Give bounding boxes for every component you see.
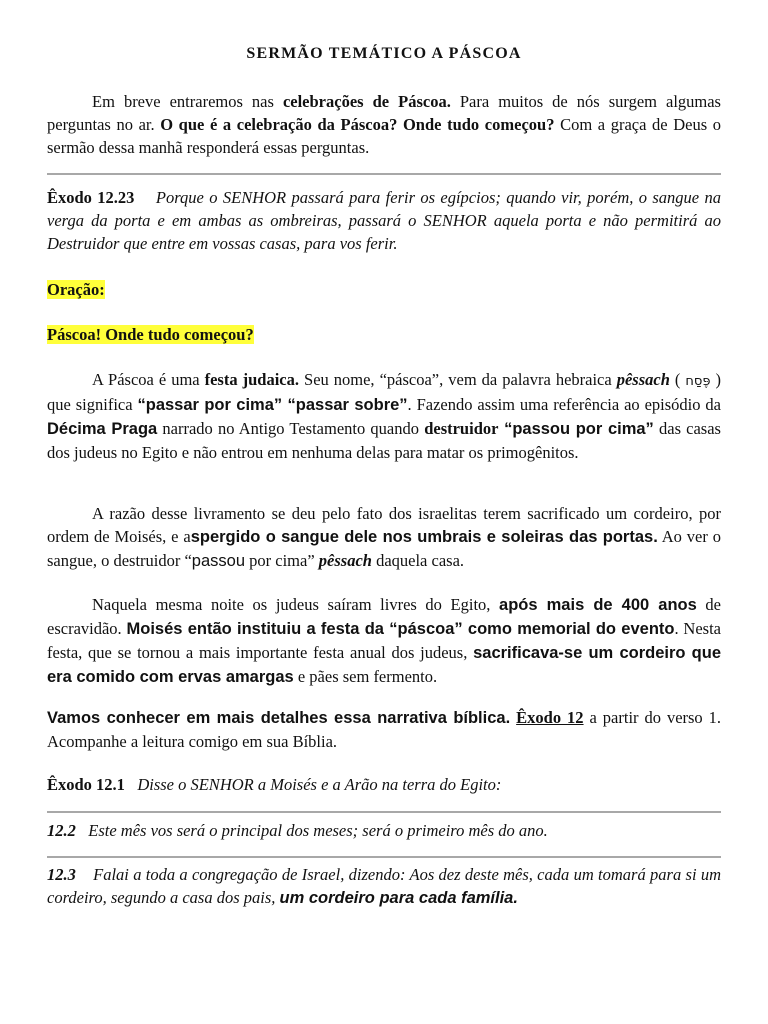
p1-text-7: das casas dos judeus no Egito e não entrou em nenhuma delas para matar os primogênitos.: [47, 419, 721, 462]
p1-bold-3: Décima Praga: [47, 420, 158, 438]
p1-bold-5: “passou por cima”: [498, 420, 654, 438]
p1-bold-1: festa judaica.: [204, 370, 299, 389]
p4-bold-ref: Êxodo 12: [516, 708, 584, 727]
p2-text-3: por cima”: [245, 551, 319, 570]
paragraph-pascoa-origin: [47, 368, 721, 464]
p2-text-2: Ao ver o sangue, o destruidor “: [47, 527, 721, 570]
p3-bold-2: Moisés então instituiu a festa da “páscoa” como memorial do evento: [126, 620, 675, 638]
verse-ref: 12.3: [47, 865, 76, 884]
paragraph-exodus-night: [47, 593, 721, 689]
p1-text-2: Seu nome, “páscoa”, vem da palavra hebraica: [299, 370, 617, 389]
p3-text-2: de escravidão.: [47, 595, 721, 638]
divider: [47, 173, 721, 175]
p1-bold-4: destruidor: [424, 419, 499, 438]
p2-text-1: A razão desse livramento se deu pelo fato dos israelitas terem sacrificado um cordeiro, por ordem de Moisés, e a: [47, 504, 721, 546]
verse-exodus-12-23: [47, 186, 721, 255]
verse-text: Disse o SENHOR a Moisés e a Arão na terra do Egito:: [137, 775, 502, 794]
p2-text-4: daquela casa.: [371, 551, 465, 570]
p1-text-5: . Fazendo assim uma referência ao episódio da: [407, 395, 722, 414]
p4-text-1: a partir do verso 1. Acompanhe a leitura comigo em sua Bíblia.: [47, 708, 722, 751]
p3-bold-1: após mais de 400 anos: [499, 596, 697, 614]
verse-exodus-12-2: [47, 819, 721, 842]
p1-text-3: (: [674, 370, 686, 389]
p2-word-passou: passou: [191, 552, 246, 570]
section-heading: [47, 323, 721, 346]
p1-text-4: ) que significa: [47, 370, 721, 414]
paragraph-blood-sign: [47, 502, 721, 573]
p1-text-1: A Páscoa é uma: [92, 370, 205, 389]
verse-text: Porque o SENHOR passará para ferir os egípcios; quando vir, porém, o sangue na verga da porta e em ambas as ombreiras, passará o SENHOR aquela porta e não permitirá ao Destruidor que entre em vossas casas, para vos ferir.: [47, 188, 721, 253]
intro-bold-2: O que é a celebração da Páscoa? Onde tudo começou?: [160, 115, 555, 134]
p1-text-6: narrado no Antigo Testamento quando: [157, 419, 425, 438]
verse-text: Falai a toda a congregação de Israel, dizendo: Aos dez deste mês, cada um tomará para si um cordeiro, segundo a casa dos pais,: [47, 865, 722, 907]
intro-text-3: Com a graça de Deus o sermão dessa manhã responderá essas perguntas.: [47, 115, 721, 157]
hebrew-word: פֶּסַח: [685, 374, 711, 389]
verse-ref: 12.2: [47, 821, 76, 840]
p2-bold-1: spergido o sangue dele nos umbrais e soleiras das portas.: [190, 528, 658, 546]
prayer-label: Oração:: [47, 280, 105, 299]
section-heading-text: Páscoa! Onde tudo começou?: [47, 325, 254, 344]
intro-text-1: Em breve entraremos nas: [92, 92, 283, 111]
p3-bold-3: sacrificava-se um cordeiro que era comido com ervas amargas: [47, 644, 721, 686]
verse-bold-text: um cordeiro para cada família.: [279, 889, 518, 907]
p2-word-pessach: pêssach: [318, 551, 372, 570]
p3-text-4: e pães sem fermento.: [293, 667, 438, 686]
intro-paragraph: [47, 90, 721, 159]
paragraph-reading-invite: [47, 706, 721, 753]
p1-word-pessach: pêssach: [616, 370, 670, 389]
prayer-heading: [47, 278, 721, 301]
divider: [47, 856, 721, 858]
divider: [47, 811, 721, 813]
verse-ref: Êxodo 12.23: [47, 188, 135, 207]
verse-exodus-12-3: [47, 863, 721, 910]
p3-text-1: Naquela mesma noite os judeus saíram livres do Egito,: [92, 595, 500, 614]
document-title: SERMÃO TEMÁTICO A PÁSCOA: [246, 45, 522, 62]
verse-ref: Êxodo 12.1: [47, 775, 125, 794]
intro-text-2: Para muitos de nós surgem algumas perguntas no ar.: [47, 92, 721, 134]
p3-text-3: . Nesta festa, que se tornou a mais importante festa anual dos judeus,: [47, 619, 721, 662]
p1-bold-2: “passar por cima” “passar sobre”: [137, 396, 408, 414]
p4-bold-1: Vamos conhecer em mais detalhes essa narrativa bíblica.: [47, 709, 511, 727]
verse-exodus-12-1: [47, 773, 721, 796]
intro-bold-1: celebrações de Páscoa.: [282, 92, 451, 111]
verse-text: Este mês vos será o principal dos meses; será o primeiro mês do ano.: [88, 821, 548, 840]
